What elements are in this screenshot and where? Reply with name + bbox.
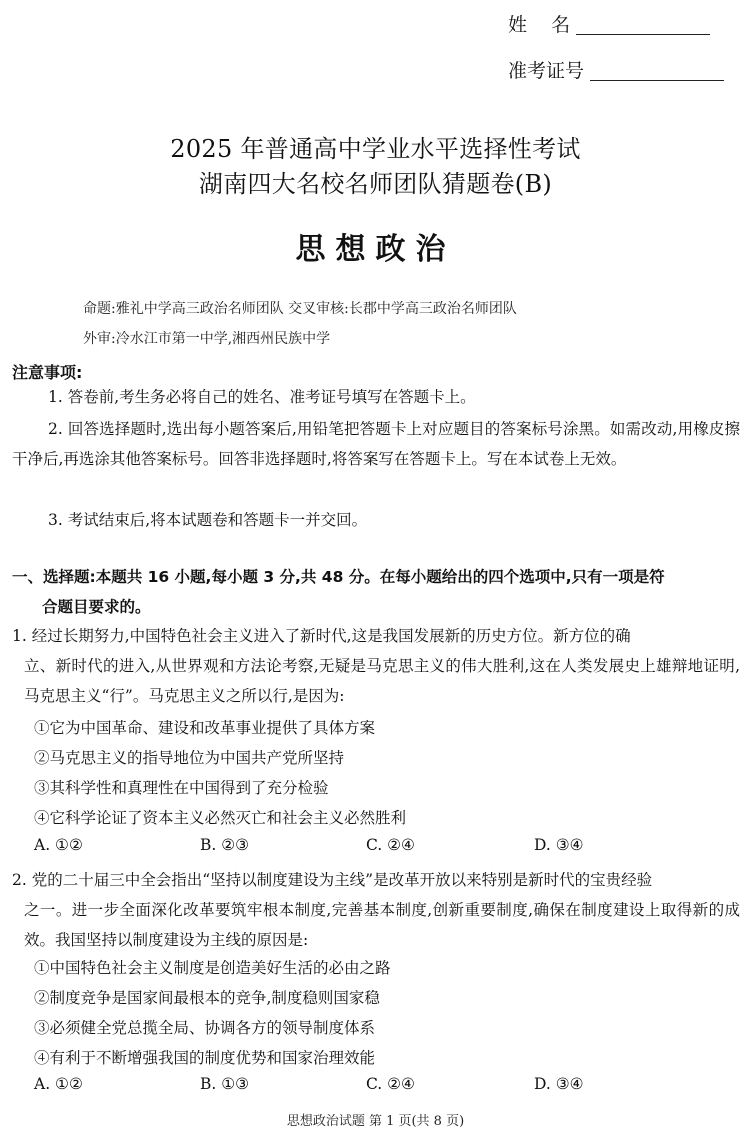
question-2-option-3: ③必须健全党总揽全局、协调各方的领导制度体系 [34,1019,376,1037]
notice-title: 注意事项: [12,363,83,382]
question-1-option-1: ①它为中国革命、建设和改革事业提供了具体方案 [34,719,376,737]
question-1-choice-b: B. ②③ [200,836,250,854]
question-2-option-1: ①中国特色社会主义制度是创造美好生活的必由之路 [34,959,391,977]
question-1-option-3: ③其科学性和真理性在中国得到了充分检验 [34,779,329,797]
question-1-stem [12,621,740,711]
exam-id-label: 准考证号 [508,60,585,82]
question-2-stem-rest: 之一。进一步全面深化改革要筑牢根本制度,完善基本制度,创新重要制度,确保在制度建设上取得新的成效。我国坚持以制度建设为主线的原因是: [24,901,740,949]
exam-id-blank-line [590,62,724,81]
section-heading-line-1: 一、选择题:本题共 16 小题,每小题 3 分,共 48 分。在每小题给出的四个选项中,只有一项是符 [12,568,665,586]
subject-title: 思想政治 [295,232,456,267]
question-1-choice-c: C. ②④ [366,836,415,854]
question-1-stem-rest: 立、新时代的进入,从世界观和方法论考察,无疑是马克思主义的伟大胜利,这在人类发展史上雄辩地证明,马克思主义“行”。马克思主义之所以行,是因为: [24,657,740,705]
notice-item-3: 3. 考试结束后,将本试题卷和答题卡一并交回。 [48,511,368,529]
notice-item-1: 1. 答卷前,考生务必将自己的姓名、准考证号填写在答题卡上。 [48,388,476,406]
question-1-choice-a: A. ①② [34,836,83,854]
page-footer: 思想政治试题 第 1 页(共 8 页) [286,1114,465,1129]
question-1-option-4: ④它科学论证了资本主义必然灭亡和社会主义必然胜利 [34,809,407,827]
question-1-choice-d: D. ③④ [534,836,584,854]
question-2-stem [12,865,740,955]
question-2-option-2: ②制度竞争是国家间最根本的竞争,制度稳则国家稳 [34,989,380,1007]
question-1-stem-line-1: 1. 经过长期努力,中国特色社会主义进入了新时代,这是我国发展新的历史方位。新方位的确 [12,627,631,645]
question-2-option-4: ④有利于不断增强我国的制度优势和国家治理效能 [34,1049,376,1067]
name-blank-line [576,16,710,35]
exam-title: 2025 年普通高中学业水平选择性考试 [170,135,581,163]
name-field [508,16,710,35]
section-heading-line-2: 合题目要求的。 [42,598,151,616]
exam-id-field [508,62,724,81]
credits-line-1: 命题:雅礼中学高三政治名师团队 交叉审核:长郡中学高三政治名师团队 [83,301,517,317]
credits-line-2: 外审:冷水江市第一中学,湘西州民族中学 [83,331,331,347]
question-2-choice-b: B. ①③ [200,1075,250,1093]
question-2-stem-line-1: 2. 党的二十届三中全会指出“坚持以制度建设为主线”是改革开放以来特别是新时代的宝贵经验 [12,871,653,889]
question-2-choice-c: C. ②④ [366,1075,415,1093]
question-1-option-2: ②马克思主义的指导地位为中国共产党所坚持 [34,749,345,767]
name-label: 姓 名 [508,14,571,36]
question-2-choice-a: A. ①② [34,1075,83,1093]
notice-item-2: 2. 回答选择题时,选出每小题答案后,用铅笔把答题卡上对应题目的答案标号涂黑。如需改动,用橡皮擦干净后,再选涂其他答案标号。回答非选择题时,将答案写在答题卡上。写在本试卷上无效。 [12,420,740,468]
exam-subtitle: 湖南四大名校名师团队猜题卷(B) [198,170,553,198]
question-2-choice-d: D. ③④ [534,1075,584,1093]
